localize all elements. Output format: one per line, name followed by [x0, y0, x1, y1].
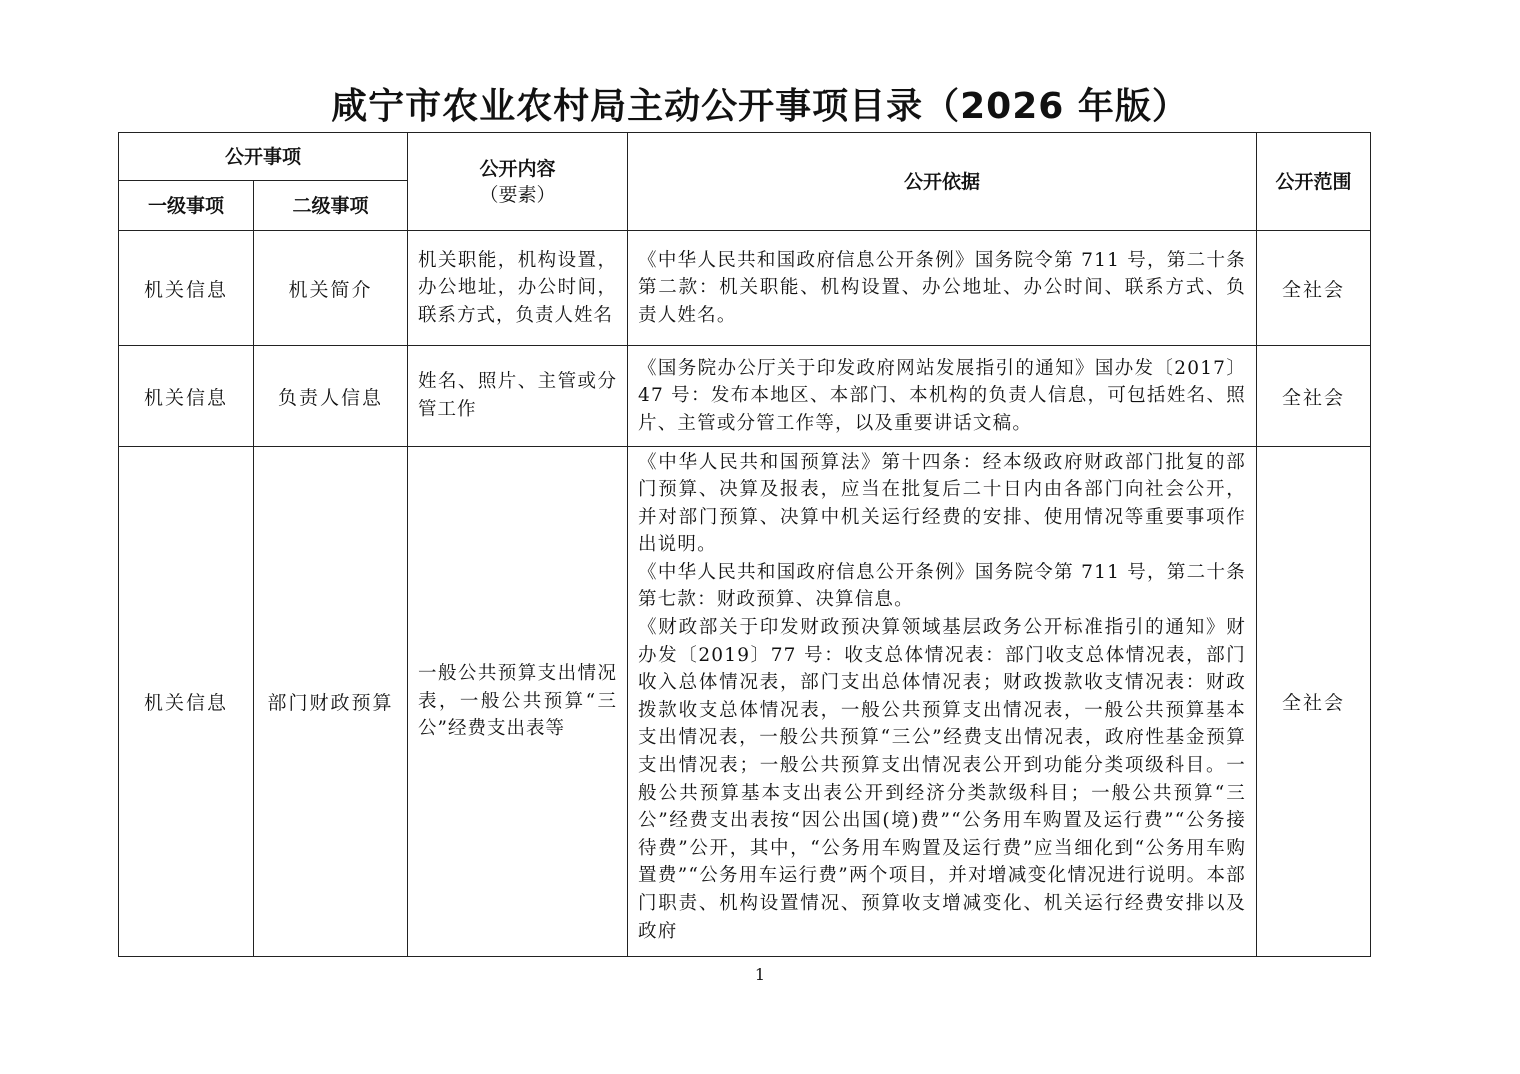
table-row: [119, 231, 1371, 346]
header-level1: 一级事项: [119, 181, 254, 231]
row-scope: 全社会: [1257, 346, 1371, 447]
header-row-1: [119, 133, 1371, 181]
table-row: [119, 447, 1371, 957]
row-content: 姓名、照片、主管或分管工作: [408, 346, 628, 447]
row-basis: [628, 231, 1257, 346]
page-number: 1: [754, 965, 766, 984]
row-level1: 机关信息: [119, 447, 254, 957]
page-title: 咸宁市农业农村局主动公开事项目录（2026 年版）: [331, 86, 1189, 127]
basis-paragraph: 《中华人民共和国政府信息公开条例》国务院令第 711 号，第二十条第七款：财政预算、决算信息。: [638, 561, 1247, 611]
header-level2: 二级事项: [254, 181, 408, 231]
basis-paragraph: 《国务院办公厅关于印发政府网站发展指引的通知》国办发〔2017〕47 号：发布本地区、本部门、本机构的负责人信息，可包括姓名、照片、主管或分管工作等，以及重要讲话文稿。: [638, 357, 1247, 434]
basis-paragraph: 《中华人民共和国预算法》第十四条：经本级政府财政部门批复的部门预算、决算及报表，应当在批复后二十日内由各部门向社会公开，并对部门预算、决算中机关运行经费的安排、使用情况等重要事项作出说明。: [638, 451, 1247, 556]
row-level1: 机关信息: [119, 346, 254, 447]
row-basis: [628, 346, 1257, 447]
row-scope: 全社会: [1257, 447, 1371, 957]
basis-paragraph: 《中华人民共和国政府信息公开条例》国务院令第 711 号，第二十条第二款：机关职能、机构设置、办公地址、办公时间、联系方式、负责人姓名。: [638, 249, 1247, 326]
row-level1: 机关信息: [119, 231, 254, 346]
header-scope: 公开范围: [1257, 133, 1371, 231]
row-scope: 全社会: [1257, 231, 1371, 346]
row-level2: 负责人信息: [254, 346, 408, 447]
table-row: [119, 346, 1371, 447]
row-content: 机关职能，机构设置，办公地址，办公时间，联系方式，负责人姓名: [408, 231, 628, 346]
header-items-group: 公开事项: [119, 133, 408, 181]
basis-text-clip: [638, 449, 1246, 955]
row-level2: 机关简介: [254, 231, 408, 346]
disclosure-catalog-table: [118, 132, 1371, 957]
row-content: 一般公共预算支出情况表，一般公共预算“三公”经费支出表等: [408, 447, 628, 957]
row-basis: [628, 447, 1257, 957]
header-content-title: 公开内容: [479, 157, 556, 180]
header-content-subtitle: （要素）: [479, 183, 556, 206]
header-basis: 公开依据: [628, 133, 1257, 231]
header-content: [408, 133, 628, 231]
row-level2: 部门财政预算: [254, 447, 408, 957]
basis-paragraph: 《财政部关于印发财政预决算领域基层政务公开标准指引的通知》财办发〔2019〕77 号：收支总体情况表：部门收支总体情况表，部门收入总体情况表，部门支出总体情况表；财政拨款收支情况表：财政拨款收支总体情况表，一般公共预算支出情况表，一般公共预算基本支出情况表，一般公共预算“三公”经费支出情况表，政府性基金预算支出情况表；一般公共预算支出情况表公开到功能分类项级科目。一般公共预算基本支出表公开到经济分类款级科目；一般公共预算“三公”经费支出表按“因公出国(境)费”“公务用车购置及运行费”“公务接待费”公开，其中，“公务用车购置及运行费”应当细化到“公务用车购置费”“公务用车运行费”两个项目，并对增减变化情况进行说明。本部门职责、机构设置情况、预算收支增减变化、机关运行经费安排以及政府: [638, 617, 1247, 942]
